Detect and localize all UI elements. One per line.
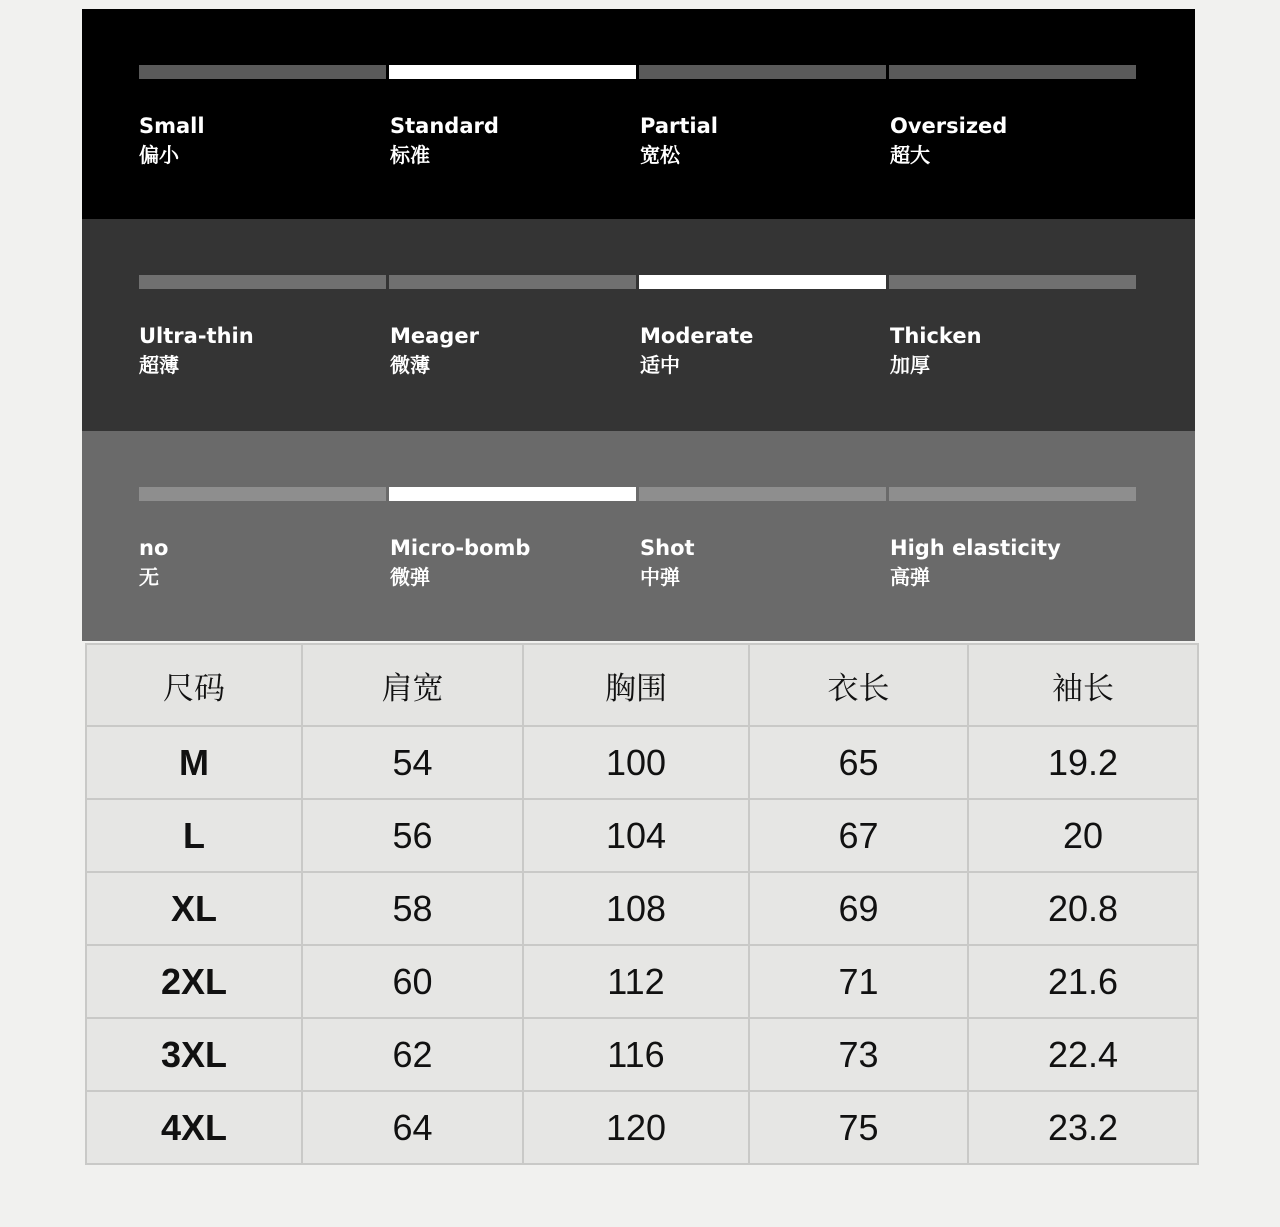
column-header-chest: 胸围 xyxy=(523,644,749,726)
elasticity-scale-segment xyxy=(889,487,1136,501)
option-label-zh: 微弹 xyxy=(390,565,430,589)
fit-option-small xyxy=(139,112,379,170)
option-label-en: Ultra-thin xyxy=(139,324,254,348)
shoulder-cell: 64 xyxy=(302,1091,523,1164)
sleeve-cell: 20.8 xyxy=(968,872,1198,945)
size-cell: L xyxy=(86,799,302,872)
size-cell: M xyxy=(86,726,302,799)
shoulder-cell: 58 xyxy=(302,872,523,945)
sleeve-cell: 23.2 xyxy=(968,1091,1198,1164)
option-label-en: Oversized xyxy=(890,114,1008,138)
thickness-scale-panel xyxy=(82,219,1195,431)
fit-option-oversized xyxy=(890,112,1130,170)
column-header-length: 衣长 xyxy=(749,644,968,726)
elasticity-option-no xyxy=(139,534,379,592)
option-label-en: Small xyxy=(139,114,205,138)
length-cell: 75 xyxy=(749,1091,968,1164)
option-label-zh: 中弹 xyxy=(640,565,680,589)
thickness-scale-bar xyxy=(139,275,1137,289)
chest-cell: 116 xyxy=(523,1018,749,1091)
shoulder-cell: 56 xyxy=(302,799,523,872)
option-label-zh: 微薄 xyxy=(390,353,430,377)
option-label-zh: 高弹 xyxy=(890,565,930,589)
thickness-option-thicken xyxy=(890,322,1130,380)
length-cell: 67 xyxy=(749,799,968,872)
thickness-option-ultra-thin xyxy=(139,322,379,380)
option-label-zh: 超大 xyxy=(890,143,930,167)
table-row xyxy=(86,872,1198,945)
table-row xyxy=(86,799,1198,872)
option-label-zh: 超薄 xyxy=(139,353,179,377)
thickness-scale-segment xyxy=(139,275,386,289)
table-row xyxy=(86,726,1198,799)
length-cell: 71 xyxy=(749,945,968,1018)
thickness-scale-segment xyxy=(889,275,1136,289)
size-chart-table xyxy=(85,643,1199,1165)
fit-scale-segment xyxy=(389,65,636,79)
elasticity-option-high-elasticity xyxy=(890,534,1130,592)
option-label-zh: 加厚 xyxy=(890,353,930,377)
sleeve-cell: 19.2 xyxy=(968,726,1198,799)
column-header-sleeve: 袖长 xyxy=(968,644,1198,726)
thickness-scale-segment xyxy=(389,275,636,289)
fit-scale-segment xyxy=(639,65,886,79)
shoulder-cell: 60 xyxy=(302,945,523,1018)
chest-cell: 100 xyxy=(523,726,749,799)
chest-cell: 112 xyxy=(523,945,749,1018)
size-cell: 3XL xyxy=(86,1018,302,1091)
fit-scale-segment xyxy=(139,65,386,79)
shoulder-cell: 54 xyxy=(302,726,523,799)
option-label-zh: 宽松 xyxy=(640,143,680,167)
option-label-en: no xyxy=(139,536,169,560)
fit-option-standard xyxy=(390,112,630,170)
chest-cell: 120 xyxy=(523,1091,749,1164)
size-cell: 4XL xyxy=(86,1091,302,1164)
table-header-row xyxy=(86,644,1198,726)
fit-scale-segment xyxy=(889,65,1136,79)
option-label-en: Standard xyxy=(390,114,499,138)
chest-cell: 104 xyxy=(523,799,749,872)
sleeve-cell: 22.4 xyxy=(968,1018,1198,1091)
elasticity-scale-segment xyxy=(139,487,386,501)
option-label-zh: 标准 xyxy=(390,143,430,167)
thickness-option-meager xyxy=(390,322,630,380)
shoulder-cell: 62 xyxy=(302,1018,523,1091)
table-row xyxy=(86,1091,1198,1164)
fit-option-partial xyxy=(640,112,880,170)
option-label-zh: 偏小 xyxy=(139,143,179,167)
option-label-en: Thicken xyxy=(890,324,982,348)
length-cell: 73 xyxy=(749,1018,968,1091)
option-label-en: Partial xyxy=(640,114,718,138)
column-header-shoulder: 肩宽 xyxy=(302,644,523,726)
option-label-zh: 无 xyxy=(139,565,159,589)
option-label-en: High elasticity xyxy=(890,536,1061,560)
table-row xyxy=(86,1018,1198,1091)
size-cell: 2XL xyxy=(86,945,302,1018)
option-label-zh: 适中 xyxy=(640,353,680,377)
elasticity-scale-segment xyxy=(639,487,886,501)
thickness-scale-segment xyxy=(639,275,886,289)
column-header-size: 尺码 xyxy=(86,644,302,726)
length-cell: 69 xyxy=(749,872,968,945)
option-label-en: Moderate xyxy=(640,324,754,348)
table-row xyxy=(86,945,1198,1018)
option-label-en: Shot xyxy=(640,536,695,560)
length-cell: 65 xyxy=(749,726,968,799)
thickness-option-moderate xyxy=(640,322,880,380)
chest-cell: 108 xyxy=(523,872,749,945)
elasticity-scale-panel xyxy=(82,431,1195,641)
option-label-en: Meager xyxy=(390,324,479,348)
option-label-en: Micro-bomb xyxy=(390,536,531,560)
fit-scale-bar xyxy=(139,65,1137,79)
fit-scale-panel xyxy=(82,9,1195,219)
elasticity-scale-segment xyxy=(389,487,636,501)
elasticity-option-shot xyxy=(640,534,880,592)
elasticity-scale-bar xyxy=(139,487,1137,501)
elasticity-option-micro-bomb xyxy=(390,534,630,592)
sleeve-cell: 21.6 xyxy=(968,945,1198,1018)
sleeve-cell: 20 xyxy=(968,799,1198,872)
size-cell: XL xyxy=(86,872,302,945)
